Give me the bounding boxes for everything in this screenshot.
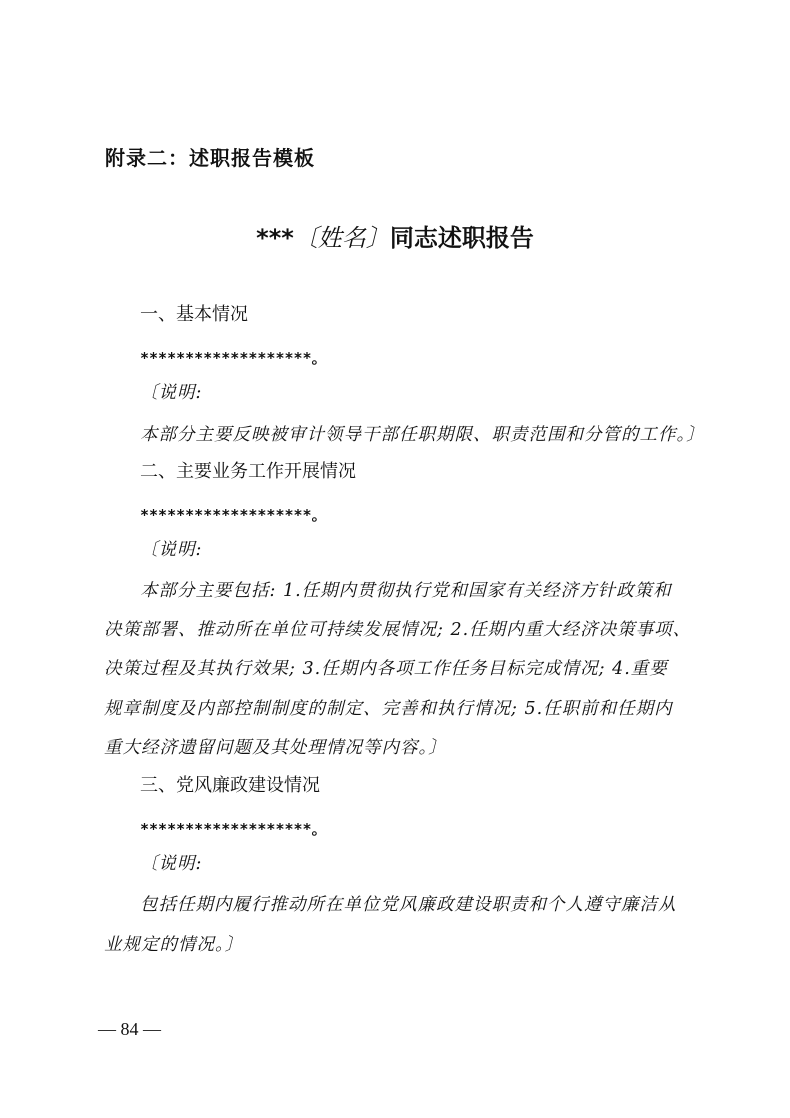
note-line: 包括任期内履行推动所在单位党风廉政建设职责和个人遵守廉洁从 — [140, 895, 677, 915]
note-line: 业规定的情况。〕 — [104, 935, 244, 955]
note-line: 决策过程及其执行效果; 3.任期内各项工作任务目标完成情况; 4.重要 — [104, 659, 668, 679]
note-line: 重大经济遗留问题及其处理情况等内容。〕 — [104, 738, 447, 758]
note-line: 规章制度及内部控制制度的制定、完善和执行情况; 5.任职前和任期内 — [104, 699, 673, 719]
placeholder-stars: *******************。 — [140, 506, 327, 524]
title-name-placeholder: 〔姓名〕 — [293, 224, 390, 252]
title-prefix: *** — [256, 224, 294, 252]
placeholder-stars: *******************。 — [140, 820, 327, 838]
section-heading-integrity: 三、党风廉政建设情况 — [140, 775, 320, 796]
note-open: 〔说明: — [140, 540, 203, 560]
page-number: — 84 — — [98, 1019, 161, 1039]
section-heading-basic: 一、基本情况 — [140, 304, 248, 325]
appendix-heading: 附录二：述职报告模板 — [105, 146, 315, 170]
note-line: 决策部署、推动所在单位可持续发展情况; 2.任期内重大经济决策事项、 — [104, 620, 692, 640]
note-open: 〔说明: — [140, 383, 203, 403]
placeholder-stars: *******************。 — [140, 349, 327, 367]
note-line: 本部分主要反映被审计领导干部任职期限、职责范围和分管的工作。〕 — [140, 425, 705, 445]
title-suffix: 同志述职报告 — [389, 224, 534, 252]
section-heading-business: 二、主要业务工作开展情况 — [140, 461, 356, 482]
report-title — [0, 218, 790, 253]
note-open: 〔说明: — [140, 854, 203, 874]
note-line: 本部分主要包括: 1.任期内贯彻执行党和国家有关经济方针政策和 — [140, 581, 672, 601]
